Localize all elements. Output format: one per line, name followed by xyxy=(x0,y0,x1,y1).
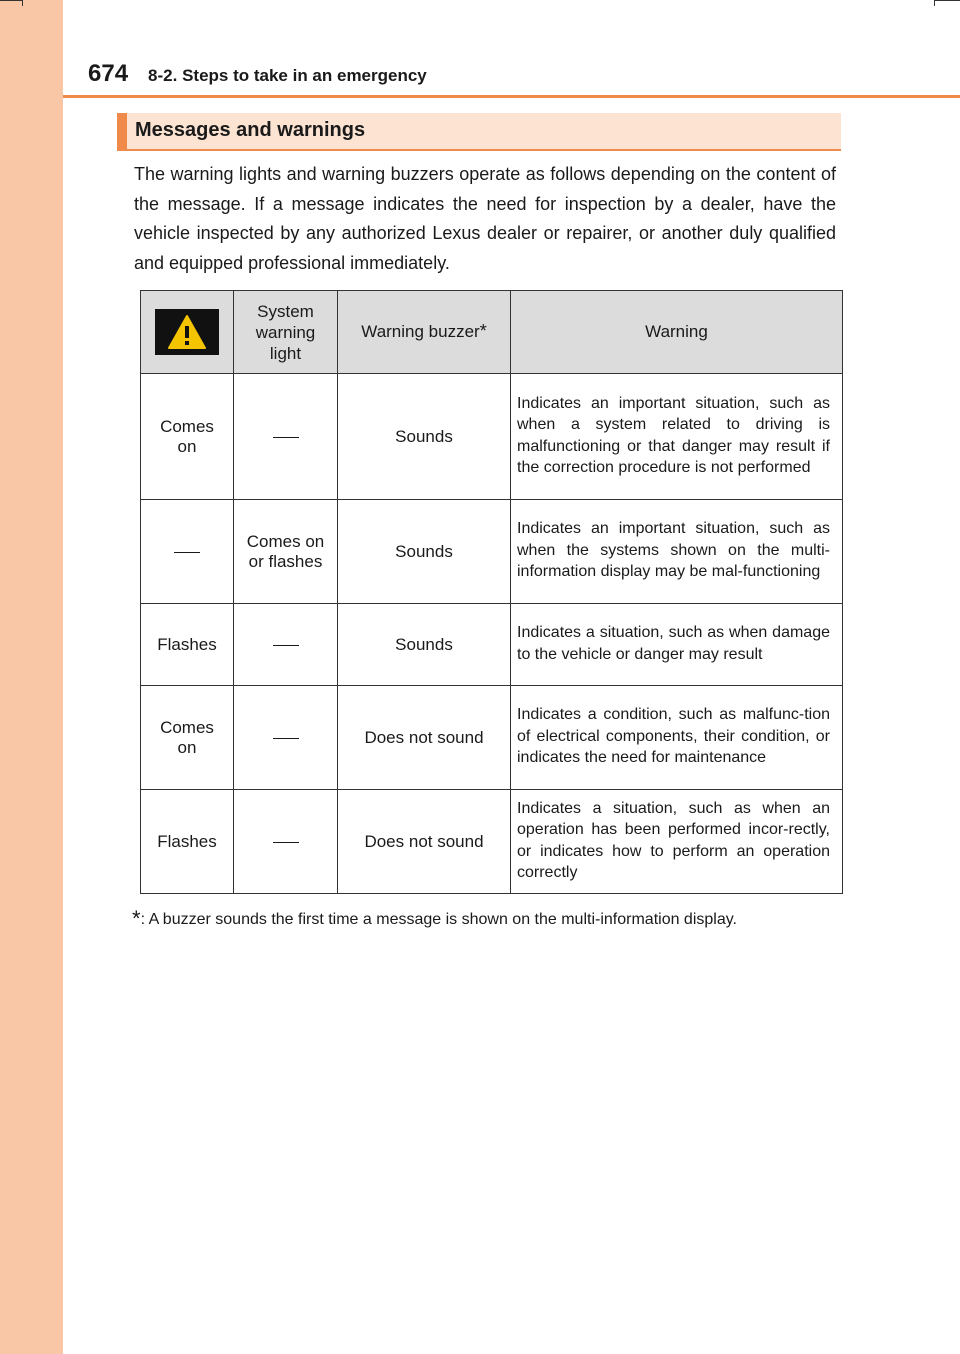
page-header xyxy=(88,60,427,90)
header-buzzer-mark: * xyxy=(479,321,487,341)
crop-mark-top-right xyxy=(934,0,960,1)
cell-buzzer: Sounds xyxy=(338,604,511,686)
cell-system-text: Comes on or flashes xyxy=(246,531,325,571)
cell-master xyxy=(141,500,234,604)
section-title: 8-2. Steps to take in an emergency xyxy=(148,66,427,85)
footnote-text: : A buzzer sounds the first time a message is shown on the multi-information display. xyxy=(140,911,737,928)
cell-system xyxy=(234,500,338,604)
table-row xyxy=(141,790,843,894)
cell-master-text: Comes on xyxy=(160,416,214,456)
side-margin-band xyxy=(0,0,63,1354)
cell-buzzer: Sounds xyxy=(338,374,511,500)
cell-master-text: Comes on xyxy=(160,717,214,757)
cell-warning: Indicates an important situation, such as when the systems shown on the multi-information display may be mal-functioning xyxy=(511,500,843,604)
header-warning-buzzer xyxy=(338,291,511,374)
cell-master xyxy=(141,686,234,790)
cell-system xyxy=(234,604,338,686)
cell-system xyxy=(234,686,338,790)
cell-warning: Indicates a situation, such as when an operation has been performed incor-rectly, or indicates how to perform an operation correctly xyxy=(511,790,843,894)
header-rule xyxy=(63,95,960,98)
subheading-accent-bar xyxy=(117,113,127,151)
header-warning-label: Warning xyxy=(645,322,708,341)
dash-icon xyxy=(273,645,299,646)
table-row xyxy=(141,686,843,790)
crop-mark-top-right-tick xyxy=(934,0,935,6)
header-system-warning-light-label: System warning light xyxy=(255,301,316,363)
table-row xyxy=(141,604,843,686)
header-warning-buzzer-label: Warning buzzer xyxy=(361,322,480,341)
cell-master xyxy=(141,374,234,500)
cell-buzzer: Does not sound xyxy=(338,790,511,894)
cell-buzzer: Sounds xyxy=(338,500,511,604)
header-warning xyxy=(511,291,843,374)
dash-icon xyxy=(273,842,299,843)
warning-triangle-icon xyxy=(155,309,219,355)
cell-system xyxy=(234,374,338,500)
dash-icon xyxy=(273,437,299,438)
footnote-mark: * xyxy=(132,906,141,931)
cell-warning: Indicates a condition, such as malfunc-tion of electrical components, their condition, or indicates the need for maintenance xyxy=(511,686,843,790)
cell-warning: Indicates an important situation, such as when a system related to driving is malfunctioning or that danger may result if the correction procedure is not performed xyxy=(511,374,843,500)
cell-master: Flashes xyxy=(141,790,234,894)
crop-mark-top-left xyxy=(0,0,22,1)
footnote xyxy=(132,904,737,930)
cell-warning: Indicates a situation, such as when damage to the vehicle or danger may result xyxy=(511,604,843,686)
subheading-box xyxy=(117,113,841,151)
cell-master: Flashes xyxy=(141,604,234,686)
page-number: 674 xyxy=(88,60,129,87)
header-master-warning xyxy=(141,291,234,374)
warnings-table xyxy=(140,290,843,894)
intro-paragraph: The warning lights and warning buzzers operate as follows depending on the content of the message. If a message indicates the need for inspection by a dealer, have the vehicle inspected by any authorized Lexus dealer or repairer, or another duly qualified and equipped professional immediately. xyxy=(134,164,836,273)
subheading-title: Messages and warnings xyxy=(135,119,366,141)
table-row xyxy=(141,500,843,604)
cell-buzzer: Does not sound xyxy=(338,686,511,790)
dash-icon xyxy=(273,738,299,739)
table-row xyxy=(141,374,843,500)
cell-system xyxy=(234,790,338,894)
crop-mark-top-left-tick xyxy=(22,0,23,6)
dash-icon xyxy=(174,552,200,553)
table-header-row xyxy=(141,291,843,374)
header-system-warning-light xyxy=(234,291,338,374)
